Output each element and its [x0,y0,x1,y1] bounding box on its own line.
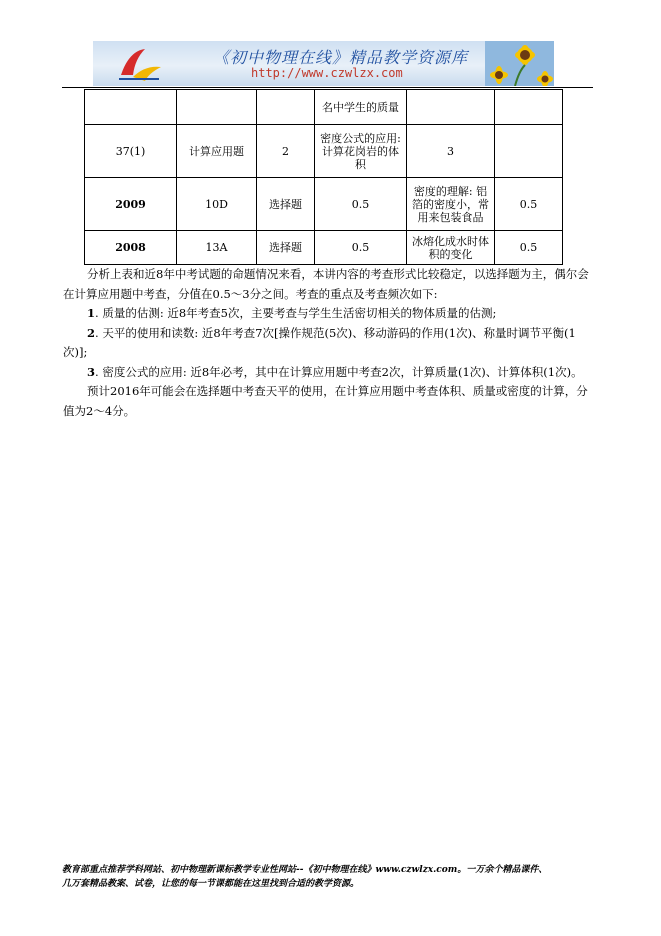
table-cell: 0.5 [315,178,407,231]
header-url[interactable]: http://www.czwlzx.com [251,66,403,80]
list-item-text: . 质量的估测: 近8年考查5次，主要考查与学生生活密切相关的物体质量的估测; [95,306,497,320]
list-item-text: . 密度公式的应用: 近8年必考，其中在计算应用题中考查2次，计算质量(1次)、计算体积(1次)。 [95,364,583,379]
list-number: 3 [87,364,96,379]
table-cell: 冰熔化成水时体积的变化 [407,231,495,265]
table-row [85,125,563,178]
table-cell: 密度公式的应用: 计算花岗岩的体积 [315,125,407,178]
table-row [85,231,563,265]
table-cell [177,90,257,125]
table-cell: 10D [177,178,257,231]
sunflower-icon [485,41,554,86]
table-cell: 名中学生的质量 [315,90,407,125]
table-cell: 2 [257,125,315,178]
table-cell: 37(1) [85,125,177,178]
list-item [63,304,591,324]
table-cell [257,90,315,125]
table-cell [407,90,495,125]
table-cell [495,90,563,125]
table-cell: 选择题 [257,178,315,231]
table-cell: 计算应用题 [177,125,257,178]
list-item-text: . 天平的使用和读数: 近8年考查7次[操作规范(5次)、移动游码的作用(1次)、称量时调节平衡(1次)]; [63,325,576,359]
footer-line: 几万套精品教案、试卷，让您的每一节课都能在这里找到合适的教学资源。 [62,879,360,889]
table-row [85,90,563,125]
table-cell: 2008 [85,231,177,265]
header-title: 《初中物理在线》精品教学资源库 [213,48,469,67]
page-footer [62,863,602,891]
table-cell: 0.5 [315,231,407,265]
header-rule [62,87,593,88]
table-cell: 13A [177,231,257,265]
table-cell: 0.5 [495,231,563,265]
table-cell [85,90,177,125]
footer-line: 教育部重点推荐学科网站、初中物理新课标教学专业性网站--《初中物理在线》www.czwlzx.com。一万余个精品课件、 [62,865,548,875]
list-item [63,363,591,383]
analysis-paragraph: 分析上表和近8年中考试题的命题情况来看，本讲内容的考查形式比较稳定，以选择题为主，偶尔会在计算应用题中考查，分值在0.5～3分之间。考查的重点及考查频次如下: [63,267,589,301]
table-cell: 2009 [85,178,177,231]
forecast-paragraph: 预计2016年可能会在选择题中考查天平的使用，在计算应用题中考查体积、质量或密度的计算，分值为2～4分。 [63,384,588,418]
site-logo-icon [115,45,165,83]
table-cell: 3 [407,125,495,178]
table-cell [495,125,563,178]
analysis-text [63,265,591,421]
header-banner [93,41,554,86]
table-cell: 选择题 [257,231,315,265]
list-number: 1 [87,306,96,320]
list-number: 2 [87,325,96,340]
table-cell: 0.5 [495,178,563,231]
table-row [85,178,563,231]
exam-table [84,89,563,265]
list-item [63,324,591,363]
table-cell: 密度的理解: 铝箔的密度小，常用来包装食品 [407,178,495,231]
